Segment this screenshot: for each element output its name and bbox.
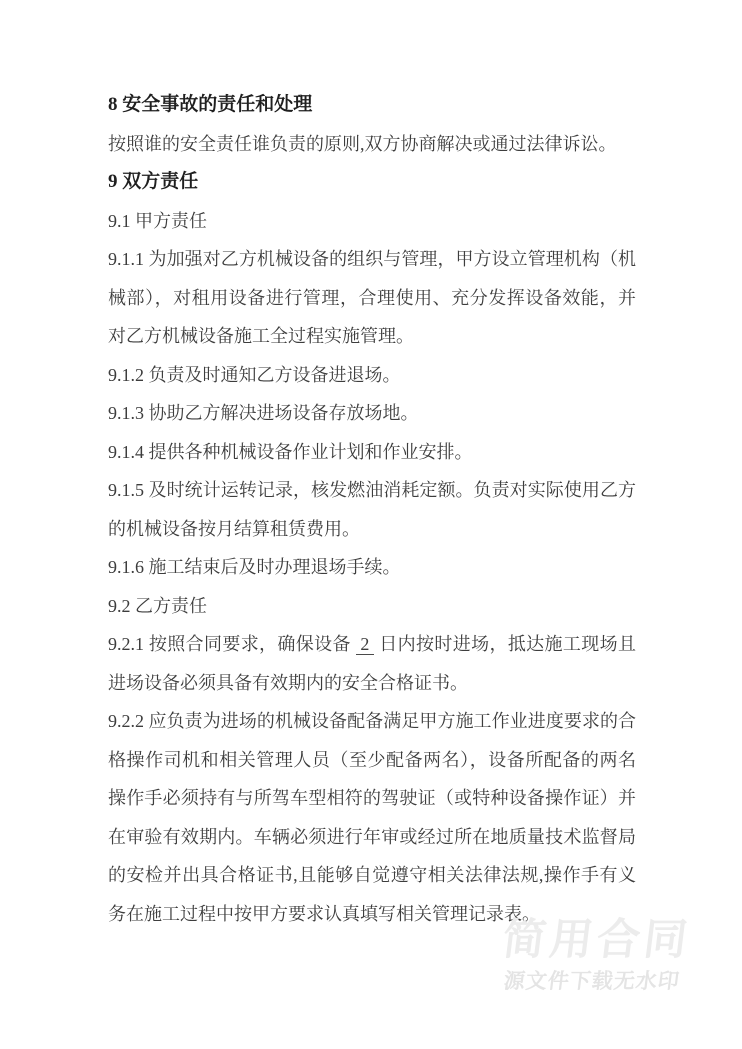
clause-9-1-1: 9.1.1 为加强对乙方机械设备的组织与管理，甲方设立管理机构（机械部），对租用设备进行管理，合理使用、充分发挥设备效能，并对乙方机械设备施工全过程实施管理。	[108, 249, 636, 346]
clause-9-2-1	[108, 625, 636, 702]
clause-9-1-5: 9.1.5 及时统计运转记录，核发燃油消耗定额。负责对实际使用乙方的机械设备按月结算租赁费用。	[108, 480, 636, 539]
clause-9-1-title: 9.1 甲方责任	[108, 210, 207, 231]
clause-9-1-3: 9.1.3 协助乙方解决进场设备存放场地。	[108, 403, 419, 423]
watermark	[497, 915, 694, 993]
clause-9-1-6: 9.1.6 施工结束后及时办理退场手续。	[108, 557, 401, 577]
clause-9-1-4: 9.1.4 提供各种机械设备作业计划和作业安排。	[108, 441, 473, 462]
watermark-title: 简用合同	[499, 915, 694, 965]
clause-8-text: 按照谁的安全责任谁负责的原则,双方协商解决或通过法律诉讼。	[108, 133, 617, 154]
clause-9-2-1-text-before: 9.2.1 按照合同要求，确保设备	[108, 634, 351, 654]
clause-9-1-2: 9.1.2 负责及时通知乙方设备进退场。	[108, 364, 401, 385]
filled-blank-days-value: 2	[356, 634, 374, 655]
heading-section-8: 8 安全事故的责任和处理	[108, 94, 313, 115]
clause-9-2-1-text-after: 日内按时进场，抵达施工现场且进场设备必须具备有效期内的安全合格证书。	[108, 634, 637, 693]
clause-9-2-2: 9.2.2 应负责为进场的机械设备配备满足甲方施工作业进度要求的合格操作司机和相关管理人员（至少配备两名），设备所配备的两名操作手必须持有与所驾车型相符的驾驶证（或特种设备操作证）并在审验有效期内。车辆必须进行年审或经过所在地质量技术监督局的安检并出具合格证书,且能够自觉遵守相关法律法规,操作手有义务在施工过程中按甲方要求认真填写相关管理记录表。	[108, 711, 636, 924]
watermark-subtitle: 源文件下载无水印	[502, 969, 682, 993]
clause-9-2-title: 9.2 乙方责任	[108, 595, 207, 616]
contract-body	[108, 86, 636, 933]
heading-section-9: 9 双方责任	[108, 171, 199, 192]
